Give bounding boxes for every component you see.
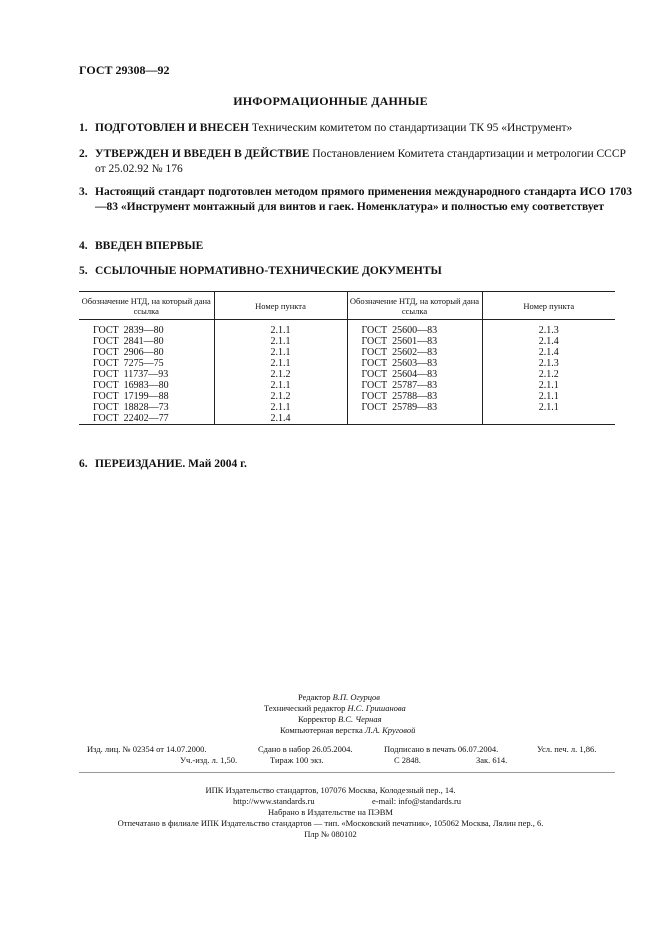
tech-editor-name: Н.С. Гришанова: [347, 703, 406, 713]
header-point-right: Номер пункта: [482, 292, 615, 320]
table-row: ГОСТ 11737—93 2.1.2 ГОСТ 25604—83 2.1.2: [79, 369, 615, 380]
table-row: ГОСТ 2841—80 2.1.1 ГОСТ 25601—83 2.1.4: [79, 336, 615, 347]
section-title: ИНФОРМАЦИОННЫЕ ДАННЫЕ: [233, 94, 428, 108]
table-row: ГОСТ 2839—80 2.1.1 ГОСТ 25600—83 2.1.3: [79, 325, 615, 336]
imprint-publish-sheets: Уч.-изд. л. 1,50.: [180, 755, 238, 765]
table-row: ГОСТ 7275—75 2.1.1 ГОСТ 25603—83 2.1.3: [79, 358, 615, 369]
table-row: ГОСТ 2906—80 2.1.1 ГОСТ 25602—83 2.1.4: [79, 347, 615, 358]
imprint-typeset-date: Сдано в набор 26.05.2004.: [258, 744, 353, 754]
publisher-website[interactable]: http://www.standards.ru: [233, 796, 315, 806]
table-row: ГОСТ 18828—73 2.1.1 ГОСТ 25789—83 2.1.1: [79, 402, 615, 413]
info-item-3: 3. Настоящий стандарт подготовлен методом прямого применения международного стандарта ИСО 1703—83 «Инструмент монтажный для винтов и гаек. Номенклатура» и полностью ему соответствует: [79, 186, 632, 213]
table-row: ГОСТ 22402—77 2.1.4: [79, 413, 615, 425]
imprint-circulation: Тираж 100 экз.: [270, 755, 324, 765]
credits-block: Редактор В.П. Огурцов Технический редактор Н.С. Гришанова Корректор В.С. Черная Компьютерная верстка Л.А. Круговой: [264, 692, 416, 735]
imprint-order: Зак. 614.: [476, 755, 508, 765]
publisher-address: ИПК Издательство стандартов, 107076 Москва, Колодезный пер., 14.: [205, 785, 456, 795]
imprint-license: Изд. лиц. № 02354 от 14.07.2000.: [87, 744, 207, 754]
corrector-name: В.С. Черная: [338, 714, 382, 724]
publisher-license: Плр № 080102: [304, 829, 357, 839]
info-item-5: 5. ССЫЛОЧНЫЕ НОРМАТИВНО-ТЕХНИЧЕСКИЕ ДОКУМЕНТЫ: [79, 265, 442, 277]
info-item-4: 4. ВВЕДЕН ВПЕРВЫЕ: [79, 240, 204, 252]
table-row: ГОСТ 17199—88 2.1.2 ГОСТ 25788—83 2.1.1: [79, 391, 615, 402]
header-point-left: Номер пункта: [214, 292, 347, 320]
layout-name: Л.А. Круговой: [364, 725, 416, 735]
info-item-2: 2. УТВЕРЖДЕН И ВВЕДЕН В ДЕЙСТВИЕ Постановлением Комитета стандартизации и метрологии СССР от 25.02.92 № 176: [79, 148, 626, 175]
table-row: ГОСТ 16983—80 2.1.1 ГОСТ 25787—83 2.1.1: [79, 380, 615, 391]
info-item-6: 6. ПЕРЕИЗДАНИЕ. Май 2004 г.: [79, 458, 247, 470]
header-ntd-left: Обозначение НТД, на который дана ссылка: [79, 292, 214, 320]
editor-name: В.П. Огурцов: [332, 692, 380, 702]
info-item-1: 1. ПОДГОТОВЛЕН И ВНЕСЕН Техническим комитетом по стандартизации ТК 95 «Инструмент»: [79, 122, 573, 134]
divider: [79, 772, 615, 773]
imprint-sign-date: Подписано в печать 06.07.2004.: [384, 744, 499, 754]
publisher-printed: Отпечатано в филиале ИПК Издательство стандартов — тип. «Московский печатник», 105062 Москва, Лялин пер., 6.: [117, 818, 544, 828]
header-ntd-right: Обозначение НТД, на который дана ссылка: [347, 292, 482, 320]
reference-table: [79, 291, 615, 425]
imprint-code: С 2848.: [394, 755, 421, 765]
publisher-typeset: Набрано в Издательстве на ПЭВМ: [268, 807, 393, 817]
document-header: ГОСТ 29308—92: [79, 63, 170, 77]
publisher-email[interactable]: e-mail: info@standards.ru: [372, 796, 462, 806]
imprint-print-sheets: Усл. печ. л. 1,86.: [537, 744, 597, 754]
